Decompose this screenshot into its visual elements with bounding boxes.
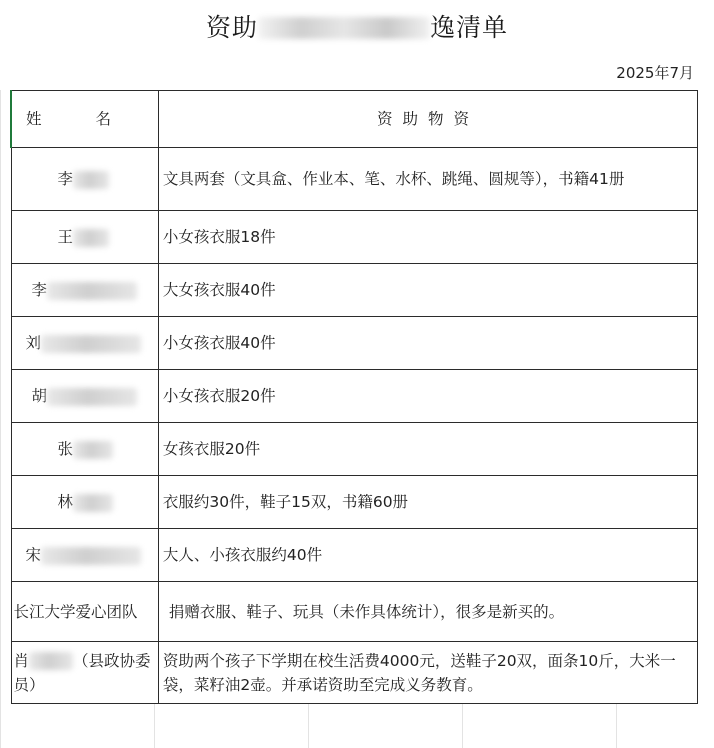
items-cell[interactable] <box>158 529 697 582</box>
name-cell[interactable] <box>11 264 158 317</box>
items-cell[interactable] <box>158 423 697 476</box>
items-cell[interactable] <box>158 317 697 370</box>
date-row <box>0 52 714 90</box>
items-cell[interactable] <box>158 642 697 704</box>
donated-items: 女孩衣服20件 <box>162 440 261 458</box>
items-cell[interactable] <box>158 582 697 642</box>
items-cell[interactable] <box>158 211 697 264</box>
name-cell[interactable] <box>11 211 158 264</box>
header-name-cell[interactable] <box>11 91 158 148</box>
header-name-part-a: 姓 <box>26 110 42 128</box>
table-row <box>11 582 698 642</box>
donor-name: 刘 <box>25 334 42 352</box>
title-left-text: 资助 <box>205 13 258 42</box>
donated-items: 小女孩衣服18件 <box>162 228 276 246</box>
donation-table <box>10 90 698 704</box>
donor-name: 长江大学爱心团队 <box>13 602 138 621</box>
name-cell[interactable] <box>11 317 158 370</box>
donor-name: 胡 <box>31 387 48 405</box>
name-cell[interactable] <box>11 423 158 476</box>
name-redaction <box>73 171 109 189</box>
name-cell[interactable] <box>11 476 158 529</box>
document-date: 2025年7月 <box>616 64 694 82</box>
items-cell[interactable] <box>158 148 697 211</box>
name-redaction <box>29 652 73 670</box>
name-cell[interactable] <box>11 529 158 582</box>
name-redaction <box>73 229 109 247</box>
name-cell[interactable] <box>11 642 158 704</box>
title-row <box>0 0 714 53</box>
table-header-row <box>11 91 698 148</box>
donated-items: 捐赠衣服、鞋子、玩具（未作具体统计），很多是新买的。 <box>168 602 565 621</box>
donated-items: 小女孩衣服20件 <box>162 387 276 405</box>
donated-items: 大女孩衣服40件 <box>162 281 276 299</box>
name-redaction <box>41 547 141 565</box>
name-redaction <box>47 282 137 300</box>
table-row <box>11 476 698 529</box>
table-row <box>11 529 698 582</box>
header-items-cell[interactable] <box>158 91 697 148</box>
name-cell[interactable] <box>11 370 158 423</box>
table-row <box>11 370 698 423</box>
header-items-label: 资助物资 <box>376 110 479 128</box>
donor-name: 林 <box>57 493 74 511</box>
name-redaction <box>73 494 113 512</box>
donated-items: 衣服约30件，鞋子15双，书籍60册 <box>162 493 409 511</box>
name-cell[interactable] <box>11 148 158 211</box>
items-cell[interactable] <box>158 476 697 529</box>
donor-name: 李 <box>57 170 74 188</box>
name-redaction <box>73 441 113 459</box>
name-redaction <box>41 335 141 353</box>
name-cell[interactable] <box>11 582 158 642</box>
donor-name: 宋 <box>25 546 42 564</box>
table-row <box>11 423 698 476</box>
table-row <box>11 264 698 317</box>
table-row <box>11 211 698 264</box>
table-row <box>11 317 698 370</box>
title-right-text: 逸清单 <box>430 13 509 42</box>
name-redaction <box>47 388 137 406</box>
donor-name: 李 <box>31 281 48 299</box>
items-cell[interactable] <box>158 264 697 317</box>
title-redaction <box>258 17 430 39</box>
donor-name: 王 <box>57 228 74 246</box>
donated-items: 文具两套（文具盒、作业本、笔、水杯、跳绳、圆规等），书籍41册 <box>162 170 625 188</box>
donor-title: （县政协委员） <box>13 651 151 694</box>
donor-name: 肖 <box>13 651 30 670</box>
table-row <box>11 148 698 211</box>
items-cell[interactable] <box>158 370 697 423</box>
header-name-part-b: 名 <box>95 110 112 128</box>
donated-items: 大人、小孩衣服约40件 <box>162 546 323 564</box>
donor-name: 张 <box>57 440 74 458</box>
table-row <box>11 642 698 704</box>
donated-items: 资助两个孩子下学期在校生活费4000元，送鞋子20双，面条10斤，大米一袋，菜籽油2壶。并承诺资助至完成义务教育。 <box>162 651 676 694</box>
donated-items: 小女孩衣服40件 <box>162 334 276 352</box>
